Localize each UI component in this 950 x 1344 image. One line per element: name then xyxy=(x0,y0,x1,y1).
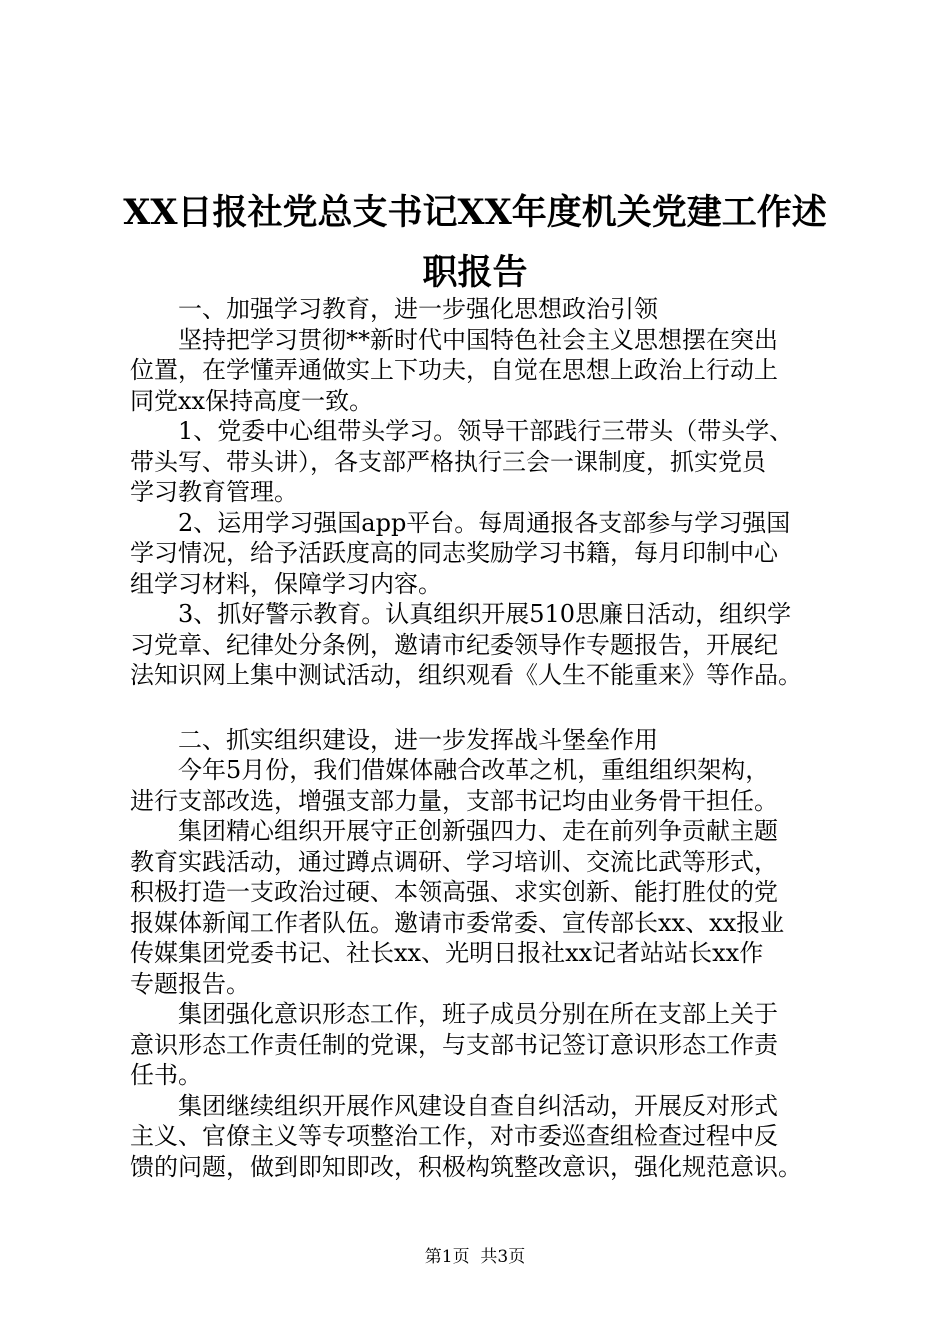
section-heading-text: 二、抓实组织建设，进一步发挥战斗堡垒作用 xyxy=(178,725,658,754)
paragraph-line: 带头写、带头讲），各支部严格执行三会一课制度，抓实党员 xyxy=(130,447,766,476)
section-heading xyxy=(130,294,842,325)
paragraph-line: 集团继续组织开展作风建设自查自纠活动，开展反对形式 xyxy=(178,1091,778,1120)
document-title xyxy=(120,183,830,303)
paragraph-line: 任书。 xyxy=(130,1061,202,1089)
paragraph-line: 2、运用学习强国app平台。每周通报各支部参与学习强国 xyxy=(178,508,791,537)
paragraph-line: 3、抓好警示教育。认真组织开展510思廉日活动，组织学 xyxy=(178,600,792,628)
paragraph-line: 进行支部改选，增强支部力量，支部书记均由业务骨干担任。 xyxy=(130,786,778,815)
title-line: XX日报社党总支书记XX年度机关党建工作述 xyxy=(123,192,827,233)
paragraph xyxy=(130,1091,842,1183)
paragraph-line: 教育实践活动，通过蹲点调研、学习培训、交流比武等形式， xyxy=(130,847,778,876)
paragraph-line: 传媒集团党委书记、社长xx、光明日报社xx记者站站长xx作 xyxy=(130,939,764,967)
section-spacer xyxy=(130,691,842,725)
paragraph-line: 主义、官僚主义等专项整治工作，对市委巡查组检查过程中反 xyxy=(130,1122,778,1150)
paragraph xyxy=(130,508,842,600)
paragraph-line: 积极打造一支政治过硬、本领高强、求实创新、能打胜仗的党 xyxy=(130,878,778,906)
page-total: 共3页 xyxy=(480,1247,526,1267)
paragraph-line: 学习教育管理。 xyxy=(130,478,298,506)
section-heading-text: 一、加强学习教育，进一步强化思想政治引领 xyxy=(178,295,658,323)
paragraph xyxy=(130,325,842,417)
footer-separator xyxy=(470,1247,481,1267)
paragraph-line: 组学习材料，保障学习内容。 xyxy=(130,569,442,598)
title-line: 职报告 xyxy=(422,252,528,293)
paragraph-line: 集团精心组织开展守正创新强四力、走在前列争贡献主题 xyxy=(178,817,778,845)
paragraph-line: 位置，在学懂弄通做实上下功夫，自觉在思想上政治上行动上 xyxy=(130,356,778,384)
page-footer xyxy=(0,1245,950,1269)
document-body xyxy=(130,294,842,1182)
paragraph-line: 1、党委中心组带头学习。领导干部践行三带头（带头学、 xyxy=(178,417,794,445)
paragraph xyxy=(130,416,842,508)
page-number: 第1页 xyxy=(424,1247,470,1267)
paragraph-line: 学习情况，给予活跃度高的同志奖励学习书籍，每月印制中心 xyxy=(130,539,778,567)
paragraph-line: 意识形态工作责任制的党课，与支部书记签订意识形态工作责 xyxy=(130,1030,778,1059)
paragraph-line: 馈的问题，做到即知即改，积极构筑整改意识，强化规范意识。 xyxy=(130,1152,802,1181)
paragraph xyxy=(130,755,842,816)
paragraph-line: 法知识网上集中测试活动，组织观看《人生不能重来》等作品。 xyxy=(130,661,802,689)
paragraph xyxy=(130,999,842,1091)
paragraph xyxy=(130,599,842,691)
paragraph-line: 同党xx保持高度一致。 xyxy=(130,386,374,415)
paragraph-line: 习党章、纪律处分条例，邀请市纪委领导作专题报告，开展纪 xyxy=(130,630,778,659)
paragraph xyxy=(130,816,842,999)
paragraph-line: 专题报告。 xyxy=(130,969,250,998)
paragraph-line: 报媒体新闻工作者队伍。邀请市委常委、宣传部长xx、xx报业 xyxy=(130,908,785,937)
section-heading xyxy=(130,725,842,756)
paragraph-line: 坚持把学习贯彻**新时代中国特色社会主义思想摆在突出 xyxy=(178,325,778,354)
paragraph-line: 集团强化意识形态工作，班子成员分别在所在支部上关于 xyxy=(178,1000,778,1028)
paragraph-line: 今年5月份，我们借媒体融合改革之机，重组组织架构， xyxy=(178,756,770,784)
